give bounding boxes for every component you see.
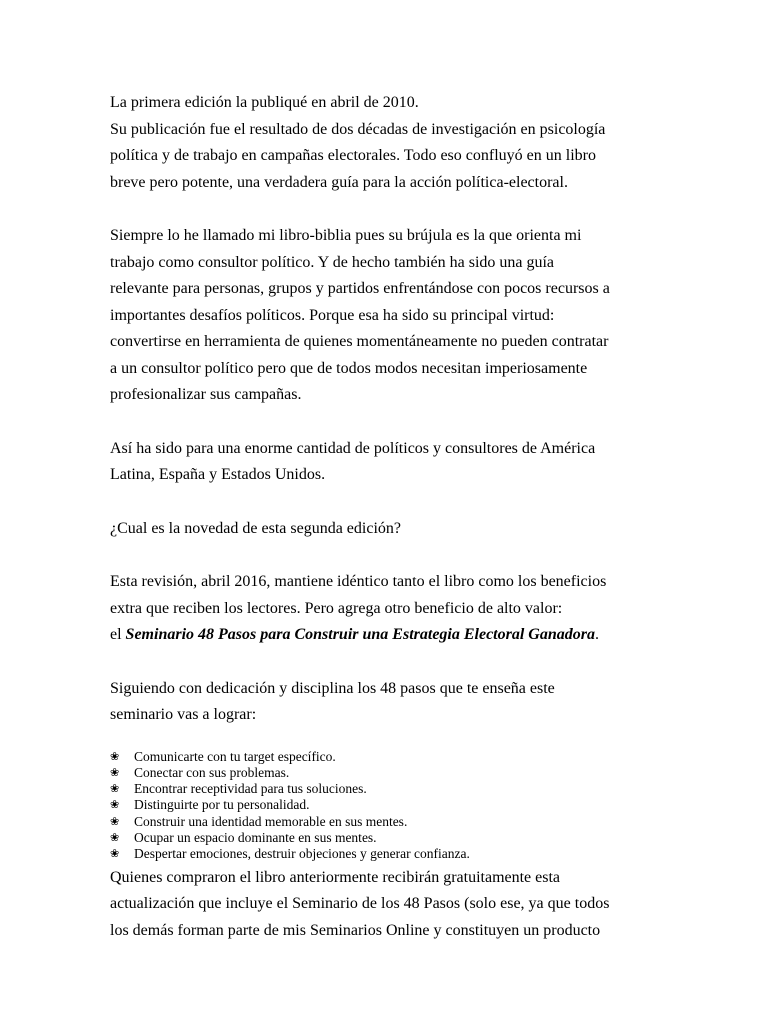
text-line: los demás forman parte de mis Seminarios Online y constituyen un producto <box>110 921 601 939</box>
list-item-text: Ocupar un espacio dominante en sus mentes. <box>134 829 377 845</box>
list-item <box>110 781 670 797</box>
list-item <box>110 814 670 830</box>
text-line: ¿Cual es la novedad de esta segunda edición? <box>110 519 401 537</box>
benefits-list <box>110 749 670 863</box>
list-item <box>110 749 670 765</box>
flower-bullet-icon: ❀ <box>110 799 120 812</box>
list-item-text: Despertar emociones, destruir objeciones y generar confianza. <box>134 846 470 862</box>
list-item-text: Distinguirte por tu personalidad. <box>134 797 310 813</box>
text-suffix: . <box>594 626 599 643</box>
list-item <box>110 830 670 846</box>
flower-bullet-icon: ❀ <box>110 750 120 763</box>
document-page <box>110 90 670 944</box>
text-line-with-emphasis <box>110 622 670 649</box>
text-line: profesionalizar sus campañas. <box>110 386 302 403</box>
text-line: a un consultor político pero que de todos modos necesitan imperiosamente <box>110 359 588 377</box>
text-line: breve pero potente, una verdadera guía para la acción política-electoral. <box>110 173 568 191</box>
paragraph-spacer <box>110 409 670 436</box>
text-line: Esta revisión, abril 2016, mantiene idéntico tanto el libro como los beneficios <box>110 573 607 590</box>
flower-bullet-icon: ❀ <box>110 783 120 796</box>
text-prefix: el <box>110 626 126 643</box>
paragraph-spacer <box>110 729 670 749</box>
flower-bullet-icon: ❀ <box>110 766 120 779</box>
text-line: Siguiendo con dedicación y disciplina los 48 pasos que te enseña este <box>110 679 555 697</box>
paragraph-novedad-question <box>110 516 670 543</box>
text-line: La primera edición la publiqué en abril de 2010. <box>110 94 419 111</box>
paragraph-siguiendo <box>110 676 670 729</box>
flower-bullet-icon: ❀ <box>110 815 120 828</box>
flower-bullet-icon: ❀ <box>110 848 120 861</box>
text-line: Su publicación fue el resultado de dos décadas de investigación en psicología <box>110 120 606 138</box>
text-line: Siempre lo he llamado mi libro-biblia pues su brújula es la que orienta mi <box>110 227 582 244</box>
text-line: Quienes compraron el libro anteriormente recibirán gratuitamente esta <box>110 868 561 886</box>
text-line: trabajo como consultor político. Y de hecho también ha sido una guía <box>110 253 555 271</box>
text-line: Así ha sido para una enorme cantidad de políticos y consultores de América <box>110 439 596 457</box>
paragraph-spacer <box>110 542 670 569</box>
list-item-text: Encontrar receptividad para tus soluciones. <box>134 781 367 797</box>
text-line: importantes desafíos políticos. Porque esa ha sido su principal virtud: <box>110 306 555 324</box>
paragraph-quienes-compraron <box>110 865 670 945</box>
list-item <box>110 846 670 862</box>
paragraph-america-latina <box>110 436 670 489</box>
text-line: extra que reciben los lectores. Pero agrega otro beneficio de alto valor: <box>110 599 563 617</box>
text-line: relevante para personas, grupos y partidos enfrentándose con pocos recursos a <box>110 280 610 297</box>
paragraph-libro-biblia <box>110 223 670 409</box>
text-line: Latina, España y Estados Unidos. <box>110 466 326 483</box>
paragraph-spacer <box>110 489 670 516</box>
flower-bullet-icon: ❀ <box>110 831 120 844</box>
list-item-text: Comunicarte con tu target específico. <box>134 748 336 764</box>
list-item-text: Construir una identidad memorable en sus mentes. <box>134 813 408 829</box>
paragraph-spacer <box>110 649 670 676</box>
seminar-title: Seminario 48 Pasos para Construir una Estrategia Electoral Ganadora <box>125 626 595 643</box>
list-item <box>110 765 670 781</box>
list-item-text: Conectar con sus problemas. <box>134 764 290 780</box>
text-line: política y de trabajo en campañas electorales. Todo eso confluyó en un libro <box>110 147 596 164</box>
text-line: actualización que incluye el Seminario de los 48 Pasos (solo ese, ya que todos <box>110 895 610 913</box>
paragraph-first-edition <box>110 90 670 196</box>
text-line: convertirse en herramienta de quienes momentáneamente no pueden contratar <box>110 333 609 350</box>
list-item <box>110 797 670 813</box>
text-line: seminario vas a lograr: <box>110 706 257 723</box>
paragraph-revision <box>110 569 670 649</box>
paragraph-spacer <box>110 196 670 223</box>
